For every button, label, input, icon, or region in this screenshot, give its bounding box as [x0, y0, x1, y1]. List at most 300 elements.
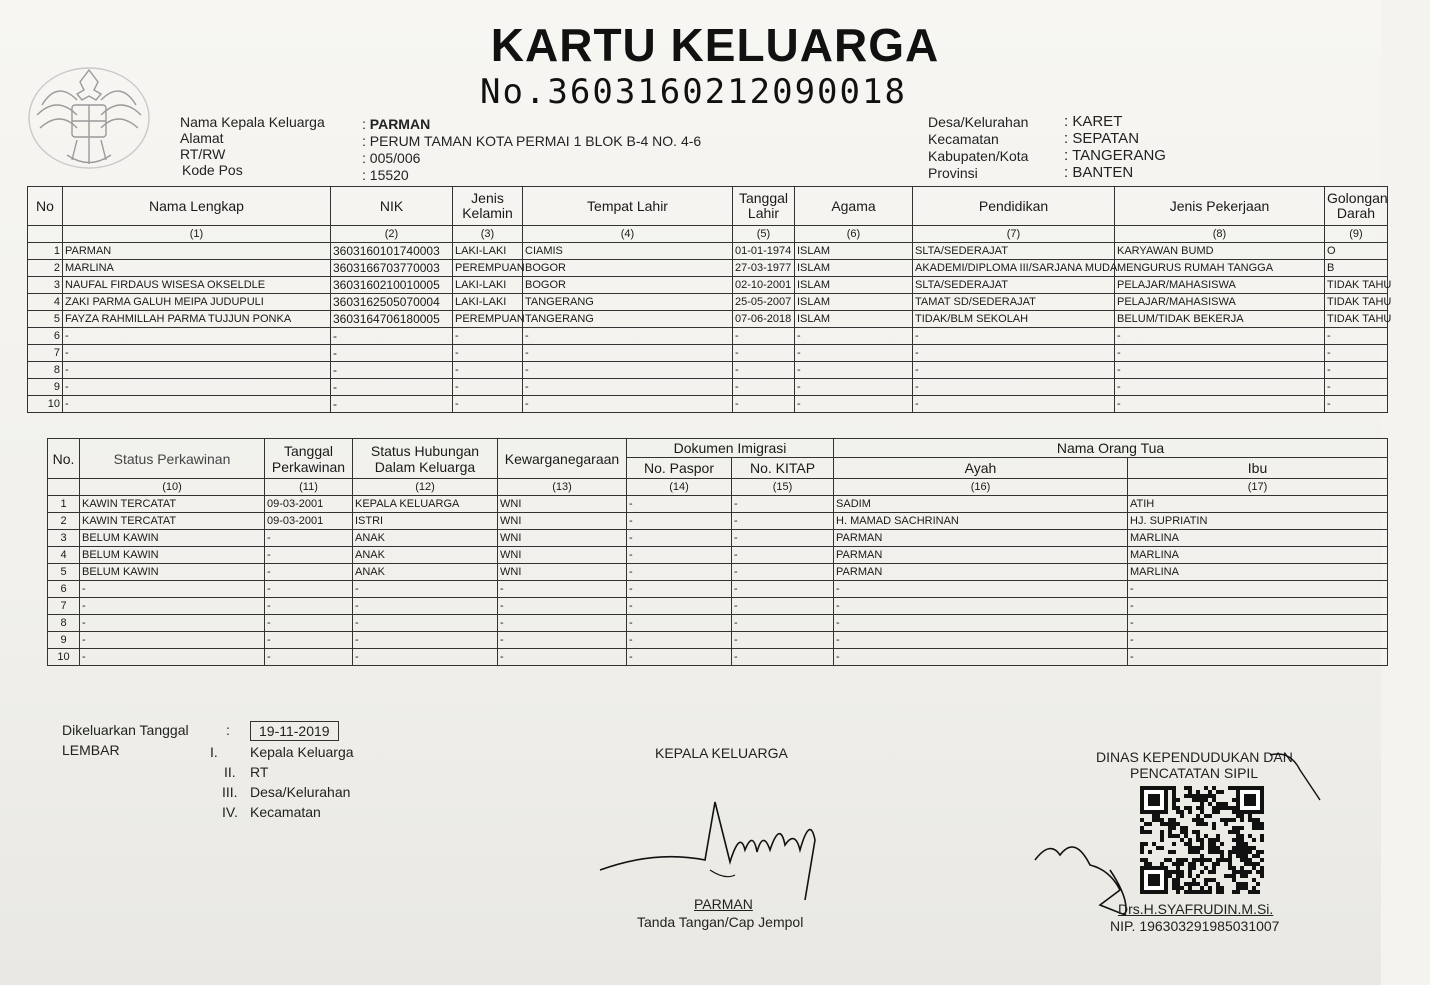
col-number: (17) — [1128, 479, 1388, 496]
table-cell: - — [331, 345, 453, 362]
table-cell: - — [1115, 328, 1325, 345]
table-row — [48, 564, 1388, 581]
col-header-no: No — [28, 187, 63, 226]
table-cell: PARMAN — [834, 564, 1128, 581]
header-value: 15520 — [369, 167, 409, 183]
kepala-keluarga-label: KEPALA KELUARGA — [655, 745, 788, 761]
col-number — [48, 479, 80, 496]
table-row — [48, 547, 1388, 564]
table-cell: 2 — [48, 513, 80, 530]
table-cell: - — [63, 396, 331, 413]
table-cell: - — [453, 362, 523, 379]
col-header-pekerjaan: Jenis Pekerjaan — [1115, 187, 1325, 226]
table-cell: BELUM KAWIN — [80, 530, 265, 547]
table-cell: - — [834, 581, 1128, 598]
header-left-labels — [180, 114, 325, 178]
table-cell: 8 — [48, 615, 80, 632]
col-header-ibu: Ibu — [1128, 458, 1388, 479]
table-cell: 3603166703770003 — [331, 260, 453, 277]
table-cell: WNI — [498, 496, 627, 513]
table-cell: - — [523, 345, 733, 362]
table-cell: - — [1115, 396, 1325, 413]
col-number: (9) — [1325, 226, 1388, 243]
table-cell: PARMAN — [834, 547, 1128, 564]
table-cell: KARYAWAN BUMD — [1115, 243, 1325, 260]
dinas-title-line1: DINAS KEPENDUDUKAN DAN — [1096, 749, 1293, 765]
table-cell: ANAK — [353, 530, 498, 547]
col-header-no: No. — [48, 439, 80, 479]
table-cell: 09-03-2001 — [265, 496, 353, 513]
table-cell: 25-05-2007 — [733, 294, 795, 311]
col-header-agama: Agama — [795, 187, 913, 226]
col-header-jenis-kelamin: Jenis Kelamin — [453, 187, 523, 226]
lembar-text: Desa/Kelurahan — [250, 784, 351, 800]
table-cell: 4 — [48, 547, 80, 564]
table-cell: 2 — [28, 260, 63, 277]
table-cell: - — [913, 379, 1115, 396]
header-label: Kecamatan — [928, 131, 999, 147]
table-row — [28, 396, 1388, 413]
table-cell: - — [331, 396, 453, 413]
table-cell: ANAK — [353, 564, 498, 581]
header-label: Kabupaten/Kota — [928, 148, 1029, 164]
table-cell: - — [498, 615, 627, 632]
table-cell: - — [1115, 379, 1325, 396]
table-cell: - — [1325, 328, 1388, 345]
col-header-no-paspor: No. Paspor — [627, 458, 732, 479]
col-header-pendidikan: Pendidikan — [913, 187, 1115, 226]
table-cell: - — [453, 328, 523, 345]
table-cell: - — [732, 513, 834, 530]
table-cell: - — [331, 379, 453, 396]
table-cell: - — [80, 581, 265, 598]
table-cell: 3 — [28, 277, 63, 294]
table-cell: - — [1115, 345, 1325, 362]
header-value: TANGERANG — [1072, 147, 1166, 164]
table-cell: - — [1115, 362, 1325, 379]
table-row — [28, 277, 1388, 294]
table1-header-row — [28, 187, 1388, 226]
table-cell: 3 — [48, 530, 80, 547]
table-cell: 27-03-1977 — [733, 260, 795, 277]
col-number: (12) — [353, 479, 498, 496]
table-cell: - — [913, 345, 1115, 362]
table-cell: 9 — [28, 379, 63, 396]
col-header-status-perkawinan: Status Perkawinan — [80, 439, 265, 479]
table1-body — [28, 243, 1392, 413]
table-row — [48, 496, 1388, 513]
table-cell: MARLINA — [63, 260, 331, 277]
col-number: (4) — [523, 226, 733, 243]
table-cell: - — [732, 530, 834, 547]
table-cell: MENGURUS RUMAH TANGGA — [1115, 260, 1325, 277]
table-cell: - — [331, 328, 453, 345]
table-cell: BELUM KAWIN — [80, 547, 265, 564]
table-cell: FAYZA RAHMILLAH PARMA TUJJUN PONKA — [63, 311, 331, 328]
table-cell: PELAJAR/MAHASISWA — [1115, 294, 1325, 311]
table-cell: 6 — [48, 581, 80, 598]
table-cell: - — [627, 547, 732, 564]
table-cell: 07-06-2018 — [733, 311, 795, 328]
col-header-ayah: Ayah — [834, 458, 1128, 479]
table-cell: SADIM — [834, 496, 1128, 513]
table-cell: 3603160101740003 — [331, 243, 453, 260]
table-cell: - — [627, 496, 732, 513]
header-label: Nama Kepala Keluarga — [180, 114, 325, 130]
table-cell: AKADEMI/DIPLOMA III/SARJANA MUDA — [913, 260, 1115, 277]
table-cell: - — [80, 649, 265, 666]
table-cell: KEPALA KELUARGA — [353, 496, 498, 513]
kepala-keluarga-name: PARMAN — [694, 896, 753, 912]
table-cell: - — [80, 615, 265, 632]
header-label: Desa/Kelurahan — [928, 114, 1029, 130]
table-cell: WNI — [498, 564, 627, 581]
table-cell: BOGOR — [523, 277, 733, 294]
col-header-tempat-lahir: Tempat Lahir — [523, 187, 733, 226]
lembar-num: II. — [224, 764, 236, 780]
table-cell: - — [834, 649, 1128, 666]
table-cell: ISLAM — [795, 243, 913, 260]
table-row — [48, 513, 1388, 530]
table-cell: SLTA/SEDERAJAT — [913, 243, 1115, 260]
official-name: Drs.H.SYAFRUDIN.M.Si. — [1118, 901, 1274, 917]
table-row — [48, 649, 1388, 666]
table-cell: 3603162505070004 — [331, 294, 453, 311]
header-value: PERUM TAMAN KOTA PERMAI 1 BLOK B-4 NO. 4-6 — [369, 133, 702, 149]
table-cell: - — [331, 362, 453, 379]
kk-number-value: 3603160212090018 — [547, 72, 907, 112]
table-cell: TAMAT SD/SEDERAJAT — [913, 294, 1115, 311]
header-value: KARET — [1072, 113, 1123, 130]
header-left-values: : PARMAN : PERUM TAMAN KOTA PERMAI 1 BLOK B-4 NO. 4-6 : 005/006 : 15520 — [362, 116, 702, 183]
lembar-list — [210, 742, 354, 822]
issued-date-value: 19-11-2019 — [250, 721, 339, 741]
table-cell: ISLAM — [795, 277, 913, 294]
col-header-no-kitap: No. KITAP — [732, 458, 834, 479]
table-cell: - — [80, 598, 265, 615]
table-cell: 1 — [48, 496, 80, 513]
table-cell: - — [834, 632, 1128, 649]
table1-number-row — [28, 226, 1388, 243]
table-cell: - — [732, 564, 834, 581]
table-cell: - — [1128, 615, 1388, 632]
table-cell: - — [1325, 362, 1388, 379]
table-cell: - — [732, 598, 834, 615]
table-cell: - — [795, 379, 913, 396]
col-number: (10) — [80, 479, 265, 496]
col-number: (6) — [795, 226, 913, 243]
issued-date-label: Dikeluarkan Tanggal — [62, 722, 189, 738]
table-cell: NAUFAL FIRDAUS WISESA OKSELDLE — [63, 277, 331, 294]
table-cell: - — [265, 564, 353, 581]
table-row — [28, 362, 1388, 379]
table-cell: - — [733, 362, 795, 379]
table-row — [28, 328, 1388, 345]
table-cell: - — [353, 615, 498, 632]
table-cell: - — [627, 581, 732, 598]
table-cell: - — [627, 530, 732, 547]
table-cell: - — [63, 379, 331, 396]
header-value: PARMAN — [369, 116, 431, 132]
table-cell: - — [1128, 649, 1388, 666]
lembar-text: RT — [250, 764, 269, 780]
table-cell: - — [795, 345, 913, 362]
table-cell: - — [265, 632, 353, 649]
table-cell: - — [795, 362, 913, 379]
table-cell: - — [627, 632, 732, 649]
table-cell: 8 — [28, 362, 63, 379]
header-right-values: : KARET : SEPATAN : TANGERANG : BANTEN — [1064, 113, 1166, 181]
table-cell: - — [795, 396, 913, 413]
table-cell: - — [834, 615, 1128, 632]
col-header-status-hubungan: Status Hubungan Dalam Keluarga — [353, 439, 498, 479]
table-cell: - — [523, 362, 733, 379]
table-cell: LAKI-LAKI — [453, 243, 523, 260]
table-cell: ISLAM — [795, 294, 913, 311]
table-cell: H. MAMAD SACHRINAN — [834, 513, 1128, 530]
table-cell: - — [453, 345, 523, 362]
table-cell: - — [63, 345, 331, 362]
table-cell: - — [834, 598, 1128, 615]
document-title: KARTU KELUARGA — [490, 19, 940, 71]
garuda-emblem-icon — [22, 60, 157, 180]
table-cell: - — [732, 547, 834, 564]
table-cell: - — [265, 547, 353, 564]
table-cell: ATIH — [1128, 496, 1388, 513]
table2-header-row — [48, 439, 1388, 458]
col-number: (3) — [453, 226, 523, 243]
table-cell: - — [353, 632, 498, 649]
table-cell: WNI — [498, 530, 627, 547]
table-cell: - — [1128, 632, 1388, 649]
table-cell: - — [80, 632, 265, 649]
table-cell: WNI — [498, 547, 627, 564]
table2-body — [48, 496, 1388, 666]
table-cell: LAKI-LAKI — [453, 294, 523, 311]
table-cell: - — [627, 649, 732, 666]
table-row — [48, 598, 1388, 615]
table-cell: - — [733, 345, 795, 362]
table-cell: O — [1325, 243, 1388, 260]
table-row — [28, 379, 1388, 396]
col-number: (1) — [63, 226, 331, 243]
table-cell: - — [1128, 598, 1388, 615]
table-cell: KAWIN TERCATAT — [80, 496, 265, 513]
table-cell: - — [63, 328, 331, 345]
table-cell: PARMAN — [834, 530, 1128, 547]
col-number: (8) — [1115, 226, 1325, 243]
table-cell: - — [265, 615, 353, 632]
table-cell: ISLAM — [795, 260, 913, 277]
col-number: (2) — [331, 226, 453, 243]
table-cell: - — [733, 328, 795, 345]
table-cell: ZAKI PARMA GALUH MEIPA JUDUPULI — [63, 294, 331, 311]
document-page: KARTU KELUARGA No.3603160212090018 Nama Kepala Keluarga Alamat RT/RW Kode Pos : PARMAN : PERUM TAMAN KOTA PERMAI 1 BLOK B-4 NO. 4-6 : 005/006 : 15520 Desa/Kelurahan Kecamatan Kabupaten/Kota Provinsi : KARET : SEPATAN : TANGERANG : BANTEN No Nama Lengkap NIK Jenis Kelamin Tempat Lahir Tanggal Lahir Agama Pendidikan Jenis Pekerjaan Golongan Darah (1) (2) (3) (4) (5) (6) (7) (8) (9) 1 PARMAN 3603160101740003 LAKI-LAKI CIAMIS 01-01-1974 ISLAM SLTA/SEDERAJAT KARYAWAN BUMD O 2 MARLINA 3603166703770003 PEREMPUAN BOGOR 27-03-1977 ISLAM AKADEMI/DIPLOMA III/SARJANA MUDA MENGURUS RUMAH TANGGA B 3 NAUFAL FIRDAUS WISESA OKSELDLE 3603160210010005 LAKI-LAKI BOGOR 02-10-2001 ISLAM SLTA/SEDERAJAT PELAJAR/MAHASISWA TIDAK TAHU 4 ZAKI PARMA GALUH MEIPA JUDUPULI 3603162505070004 LAKI-LAKI TANGERANG 25-05-2007 ISLAM TAMAT SD/SEDERAJAT PELAJAR/MAHASISWA TIDAK TAHU 5 FAYZA RAHMILLAH PARMA TUJJUN PONKA 3603164706180005 PEREMPUAN TANGERANG 07-06-2018 ISLAM TIDAK/BLM SEKOLAH BELUM/TIDAK BEKERJA TIDAK TAHU 6 - - - - - - - - - 7 - - - - - - - - - 8 - - - - - - - - - 9 - - - - - - - - - 10 - - - - - - - - - No. Status Perkawinan Tanggal Perkawinan Status Hubungan Dalam Keluarga Kewarganegaraan Dokumen Imigrasi Nama Orang Tua No. Paspor No. KITAP Ayah Ibu (10) (11) (12) (13) (14) (15) (16) (17) 1 KAWIN TERCATAT 09-03-2001 KEPALA KELUARGA WNI - - SADIM ATIH 2 KAWIN TERCATAT 09-03-2001 ISTRI WNI - - H. MAMAD SACHRINAN HJ. SUPRIATIN 3 BELUM KAWIN - ANAK WNI - - PARMAN MARLINA 4 BELUM KAWIN - ANAK WNI - - PARMAN MARLINA 5 BELUM KAWIN - ANAK WNI - - PARMAN MARLINA 6 - - - - - - - - 7 - - - - - - - - 8 - - - - - - - - 9 - - - - - - - - 10 - - - - - - - - Dikeluarkan Tanggal : 19-11-2019 LEMBAR I. Kepala Keluarga II. RT III. Desa/Kelurahan IV. Kecamatan KEPALA KELUARGA PARMAN Tanda Tangan/Cap Jempol DINAS KEPENDUDUKAN DAN PENCATATAN SIPIL Drs.H.SYAFRUDIN.M.Si. NIP. 196303291985031007 — [0, 0, 1381, 985]
table-cell: 3603160210010005 — [331, 277, 453, 294]
table-cell: 1 — [28, 243, 63, 260]
table-cell: - — [1325, 345, 1388, 362]
table-cell: 7 — [28, 345, 63, 362]
table-cell: - — [732, 649, 834, 666]
table-cell: - — [732, 632, 834, 649]
col-header-dokumen-imigrasi: Dokumen Imigrasi — [627, 439, 834, 458]
table-cell: TANGERANG — [523, 294, 733, 311]
header-value: 005/006 — [369, 150, 421, 166]
table-cell: B — [1325, 260, 1388, 277]
table-cell: - — [1325, 396, 1388, 413]
official-nip: NIP. 196303291985031007 — [1110, 918, 1280, 934]
kk-number-label: No. — [480, 72, 548, 112]
table-cell: CIAMIS — [523, 243, 733, 260]
table-cell: - — [498, 649, 627, 666]
table-cell: - — [733, 396, 795, 413]
table-cell: 10 — [28, 396, 63, 413]
header-label: Kode Pos — [182, 162, 243, 178]
table-cell: LAKI-LAKI — [453, 277, 523, 294]
table-cell: TIDAK TAHU — [1325, 311, 1388, 328]
table-cell: 4 — [28, 294, 63, 311]
col-number: (5) — [733, 226, 795, 243]
lembar-label: LEMBAR — [62, 742, 120, 758]
table-cell: - — [353, 581, 498, 598]
table2-number-row — [48, 479, 1388, 496]
table-cell: - — [498, 598, 627, 615]
table-row — [48, 530, 1388, 547]
table-row — [28, 345, 1388, 362]
table-cell: - — [913, 396, 1115, 413]
table-row — [28, 311, 1388, 328]
table-cell: MARLINA — [1128, 564, 1388, 581]
table-cell: - — [913, 362, 1115, 379]
header-label: RT/RW — [180, 146, 226, 162]
table-cell: TANGERANG — [523, 311, 733, 328]
header-value: BANTEN — [1072, 164, 1134, 181]
table-cell: - — [732, 615, 834, 632]
table-cell: PELAJAR/MAHASISWA — [1115, 277, 1325, 294]
lembar-text: Kepala Keluarga — [250, 744, 354, 760]
table-cell: - — [1128, 581, 1388, 598]
table-cell: ISTRI — [353, 513, 498, 530]
table-cell: 09-03-2001 — [265, 513, 353, 530]
table-cell: BOGOR — [523, 260, 733, 277]
lembar-num: IV. — [222, 804, 238, 820]
table-cell: PEREMPUAN — [453, 260, 523, 277]
table-cell: PARMAN — [63, 243, 331, 260]
family-status-table — [47, 438, 1388, 666]
table-cell: - — [627, 615, 732, 632]
table-cell: HJ. SUPRIATIN — [1128, 513, 1388, 530]
col-number: (7) — [913, 226, 1115, 243]
table-cell: - — [913, 328, 1115, 345]
col-header-nik: NIK — [331, 187, 453, 226]
table-cell: ANAK — [353, 547, 498, 564]
table-cell: - — [498, 581, 627, 598]
lembar-num: I. — [210, 744, 218, 760]
col-number: (11) — [265, 479, 353, 496]
table-cell: - — [523, 396, 733, 413]
table-cell: PEREMPUAN — [453, 311, 523, 328]
table-cell: BELUM/TIDAK BEKERJA — [1115, 311, 1325, 328]
col-number: (15) — [732, 479, 834, 496]
table-cell: MARLINA — [1128, 547, 1388, 564]
header-label: Provinsi — [928, 165, 978, 181]
table-cell: 6 — [28, 328, 63, 345]
header-right-labels — [928, 114, 1028, 182]
table-cell: BELUM KAWIN — [80, 564, 265, 581]
table-cell: - — [523, 379, 733, 396]
table-cell: - — [733, 379, 795, 396]
table-row — [28, 294, 1388, 311]
kk-number — [480, 72, 907, 112]
col-number: (14) — [627, 479, 732, 496]
table-cell: TIDAK/BLM SEKOLAH — [913, 311, 1115, 328]
table-cell: KAWIN TERCATAT — [80, 513, 265, 530]
dinas-title-line2: PENCATATAN SIPIL — [1130, 765, 1259, 781]
lembar-text: Kecamatan — [250, 804, 321, 820]
table-cell: - — [627, 598, 732, 615]
header-label: Alamat — [180, 130, 224, 146]
table-row — [48, 581, 1388, 598]
table-cell: 5 — [48, 564, 80, 581]
col-header-nama: Nama Lengkap — [63, 187, 331, 226]
table-cell: ISLAM — [795, 311, 913, 328]
table-cell: TIDAK TAHU — [1325, 294, 1388, 311]
table-cell: - — [353, 649, 498, 666]
table-cell: - — [795, 328, 913, 345]
table-cell: - — [627, 513, 732, 530]
table-cell: - — [353, 598, 498, 615]
col-header-tanggal-lahir: Tanggal Lahir — [733, 187, 795, 226]
table-cell: 02-10-2001 — [733, 277, 795, 294]
col-number — [28, 226, 63, 243]
table-cell: 01-01-1974 — [733, 243, 795, 260]
table-cell: 7 — [48, 598, 80, 615]
table-cell: 5 — [28, 311, 63, 328]
table-cell: - — [265, 598, 353, 615]
table-cell: - — [453, 396, 523, 413]
table-cell: - — [627, 564, 732, 581]
table-row — [48, 615, 1388, 632]
table-cell: - — [63, 362, 331, 379]
header-value: SEPATAN — [1072, 130, 1140, 147]
table-cell: 3603164706180005 — [331, 311, 453, 328]
table-cell: - — [265, 649, 353, 666]
table-cell: SLTA/SEDERAJAT — [913, 277, 1115, 294]
table-cell: 9 — [48, 632, 80, 649]
col-header-kewarganegaraan: Kewarganegaraan — [498, 439, 627, 479]
table-cell: - — [1325, 379, 1388, 396]
lembar-num: III. — [222, 784, 238, 800]
col-header-tanggal-perkawinan: Tanggal Perkawinan — [265, 439, 353, 479]
table-cell: TIDAK TAHU — [1325, 277, 1388, 294]
table-cell: - — [732, 581, 834, 598]
table-cell: WNI — [498, 513, 627, 530]
signature-caption: Tanda Tangan/Cap Jempol — [637, 914, 804, 930]
table-cell: - — [453, 379, 523, 396]
col-number: (16) — [834, 479, 1128, 496]
col-header-nama-orang-tua: Nama Orang Tua — [834, 439, 1388, 458]
table-row — [28, 243, 1388, 260]
table-row — [28, 260, 1388, 277]
col-header-golongan-darah: Golongan Darah — [1325, 187, 1388, 226]
table-cell: - — [265, 530, 353, 547]
table-cell: - — [523, 328, 733, 345]
table-cell: - — [265, 581, 353, 598]
table-cell: - — [498, 632, 627, 649]
table-cell: MARLINA — [1128, 530, 1388, 547]
table-cell: 10 — [48, 649, 80, 666]
col-number: (13) — [498, 479, 627, 496]
